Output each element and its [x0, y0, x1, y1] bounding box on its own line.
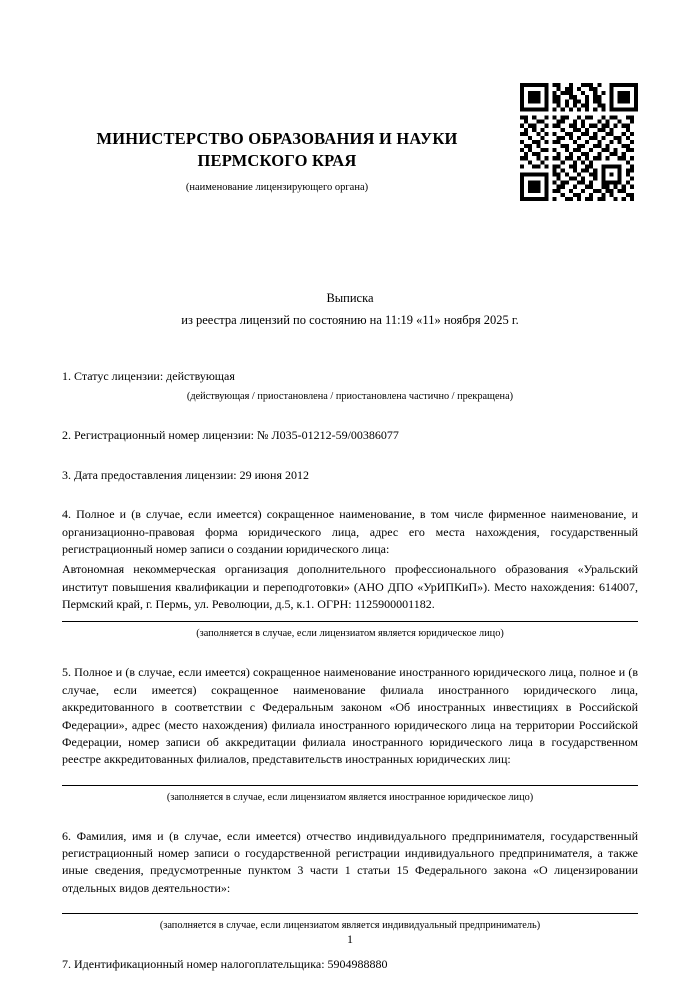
document-header: [62, 128, 492, 193]
section-foreign-entity-note: (заполняется в случае, если лицензиатом является иностранное юридическое лицо): [166, 791, 534, 803]
section-status-text: 1. Статус лицензии: действующая: [62, 369, 235, 384]
section-grant-date-text: 3. Дата предоставления лицензии: 29 июня 2012: [62, 467, 309, 482]
ministry-title-line2: ПЕРМСКОГО КРАЯ: [197, 151, 357, 171]
page-number: 1: [347, 932, 353, 946]
document-title-line2: из реестра лицензий по состоянию на 11:19 «11» ноября 2025 г.: [181, 313, 519, 328]
section-foreign-entity: [62, 664, 638, 805]
section-individual-entrepreneur-text: 6. Фамилия, имя и (в случае, если имеется) отчество индивидуального предпринимателя, государственный регистрационный номер записи о государственной регистрации индивидуального предпринимателя, а также иные сведения, предусмотренные пунктом 3 части 1 статьи 15 Федерального закона «О лицензировании отдельных видов деятельности»:: [62, 828, 638, 895]
ministry-title-line1: МИНИСТЕРСТВО ОБРАЗОВАНИЯ И НАУКИ: [96, 129, 458, 148]
section-legal-entity-rule: [62, 621, 638, 622]
section-inn: [62, 956, 638, 973]
licensing-authority-note: (наименование лицензирующего органа): [185, 181, 369, 193]
section-legal-entity-text: 4. Полное и (в случае, если имеется) сокращенное наименование, в том числе фирменное наименование, и организационно-правовая форма юридического лица, адрес его места нахождения, государственный регистрационный номер записи о создании юридического лица:: [62, 507, 638, 556]
section-status-note: (действующая / приостановлена / приостановлена частично / прекращена): [186, 391, 514, 403]
section-individual-entrepreneur-rule: [62, 913, 638, 914]
section-individual-entrepreneur-note: (заполняется в случае, если лицензиатом является индивидуальный предприниматель): [159, 920, 541, 932]
document-title: [62, 289, 638, 331]
section-legal-entity-note: (заполняется в случае, если лицензиатом является юридическое лицо): [196, 628, 504, 640]
section-reg-number: [62, 427, 638, 444]
section-legal-entity-value: Автономная некоммерческая организация дополнительного профессионального образования «Уральский институт повышения квалификации и переподготовки» (АНО ДПО «УрИПКиП»). Место нахождения: 614007, Пермский край, г. Пермь, ул. Революции, д.5, к.1. ОГРН: 1125900001182.: [62, 562, 638, 612]
section-grant-date: [62, 467, 638, 484]
section-reg-number-text: 2. Регистрационный номер лицензии: № Л035-01212-59/00386077: [62, 428, 399, 443]
section-foreign-entity-rule: [62, 785, 638, 786]
section-foreign-entity-text: 5. Полное и (в случае, если имеется) сокращенное наименование иностранного юридического лица, полное и (в случае, если имеется) сокращенное наименование филиала иностранного юридического лица, аккредитованного в соответствии с Федеральным законом «Об иностранных инвестициях в Российской Федерации», адрес (место нахождения) филиала иностранного юридического лица на территории Российской Федерации, номер записи об аккредитации филиала иностранного юридического лица в государственном реестре аккредитованных филиалов, представительств иностранных юридических лиц:: [62, 665, 638, 767]
section-legal-entity: [62, 506, 638, 642]
section-inn-text: 7. Идентификационный номер налогоплательщика: 5904988880: [62, 957, 388, 972]
section-individual-entrepreneur: [62, 828, 638, 934]
document-title-line1: Выписка: [326, 290, 374, 305]
section-status: [62, 368, 638, 405]
qr-code-icon: [520, 83, 638, 201]
